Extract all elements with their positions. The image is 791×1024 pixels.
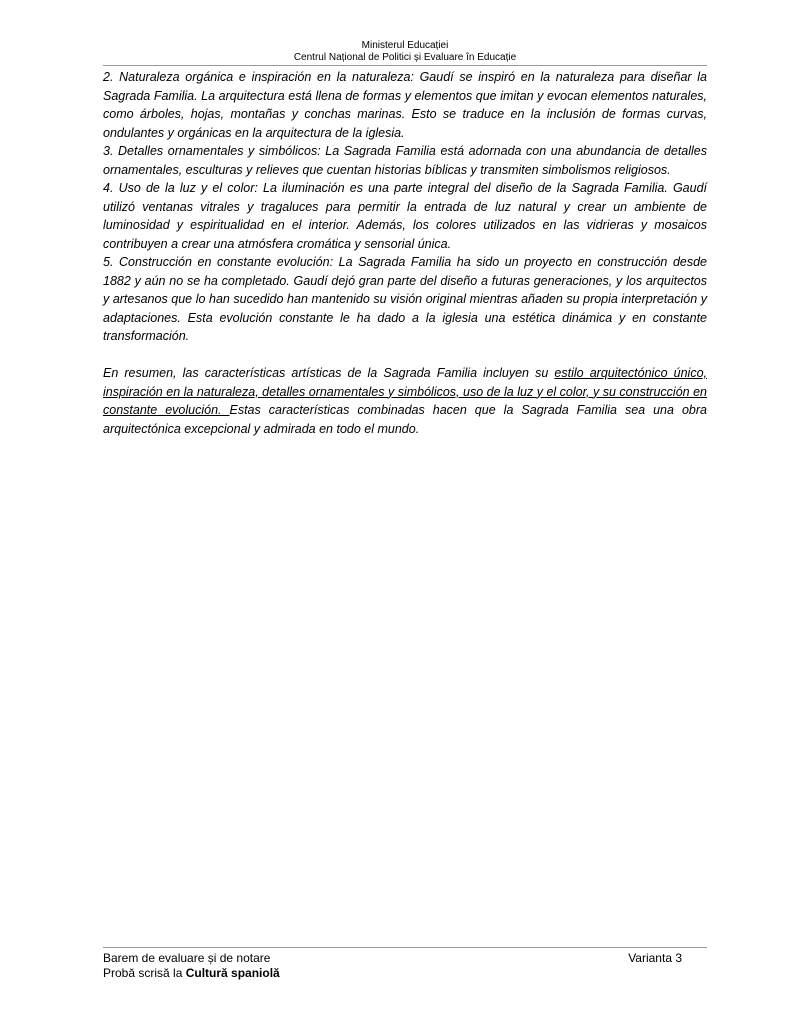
summary-paragraph <box>103 364 707 438</box>
summary-end: Estas características combinadas hacen que la Sagrada Familia sea una obra arquitectónica excepcional y admirada en todo el mundo. <box>103 403 707 436</box>
header-ministry: Ministerul Educației <box>361 40 449 51</box>
footer-subject <box>103 966 707 981</box>
paragraph-2: 2. Naturaleza orgánica e inspiración en la naturaleza: Gaudí se inspiró en la naturaleza para diseñar la Sagrada Familia. La arquitectura está llena de formas y elementos que imitan y evocan elementos naturales, como árboles, hojas, montañas y conchas marinas. Esto se traduce en la inclusión de formas curvas, ondulantes y orgánicas en la arquitectura de la iglesia. <box>103 70 707 140</box>
footer-subject-prefix: Probă scrisă la <box>103 965 186 980</box>
summary-underlined: estilo arquitectónico único, inspiración en la naturaleza, detalles ornamentales y simbólicos, uso de la luz y el color, y su construcción en constante evolución. <box>103 366 708 417</box>
paragraph-5: 5. Construcción en constante evolución: La Sagrada Familia ha sido un proyecto en construcción desde 1882 y aún no se ha completado. Gaudí dejó gran parte del diseño a futuras generaciones, y los arquitectos y artesanos que lo han sucedido han mantenido su visión original mientras añaden su propia interpretación y adaptaciones. Esta evolución constante le ha dado a la iglesia una estética dinámica y en constante transformación. <box>103 255 707 343</box>
summary-start: En resumen, las características artísticas de la Sagrada Familia incluyen su <box>103 366 555 380</box>
header-divider <box>103 65 707 66</box>
header-center: Centrul Național de Politici și Evaluare în Educație <box>293 52 517 63</box>
page-header <box>103 40 707 64</box>
footer-subject-name: Cultură spaniolă <box>185 965 280 980</box>
paragraph-gap <box>103 346 707 365</box>
paragraph-3: 3. Detalles ornamentales y simbólicos: La Sagrada Familia está adornada con una abundancia de detalles ornamentales, esculturas y relieves que cuentan historias bíblicas y transmiten simbolismos religiosos. <box>103 144 707 177</box>
footer-divider <box>103 947 707 948</box>
page-footer <box>103 951 707 980</box>
footer-variant: Varianta 3 <box>628 951 682 965</box>
document-body <box>103 68 707 438</box>
paragraph-4: 4. Uso de la luz y el color: La iluminación es una parte integral del diseño de la Sagrada Familia. Gaudí utilizó ventanas vitrales y tragaluces para permitir la entrada de luz natural y crear un ambiente de luminosidad y espiritualidad en el interior. Además, los colores utilizados en las vidrieras y mosaicos contribuyen a crear una atmósfera cromática y sensorial única. <box>103 181 707 251</box>
footer-barem: Barem de evaluare și de notare <box>103 951 271 965</box>
